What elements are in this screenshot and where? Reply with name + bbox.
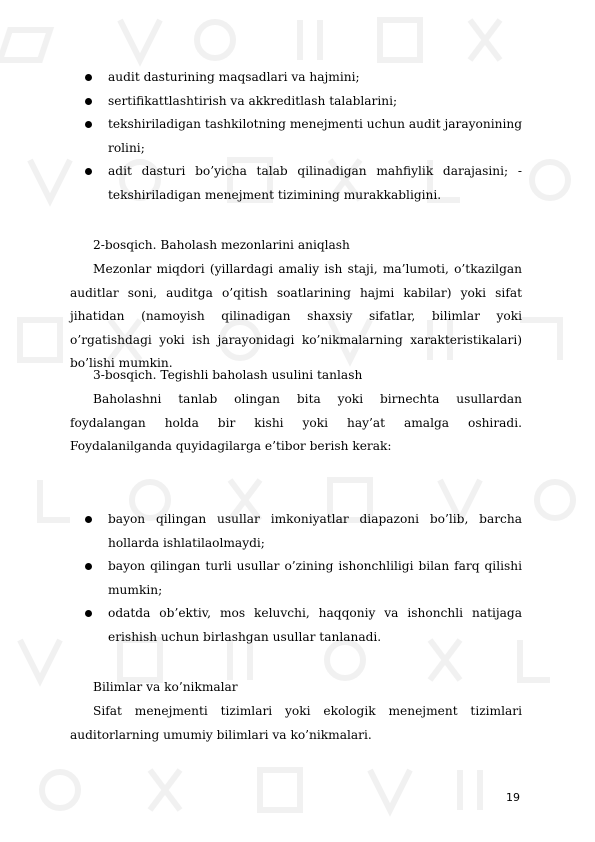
- bullet-list-bottom: [70, 508, 522, 649]
- list-item: sertifikattlashtirish va akkreditlash talablarini;: [70, 90, 522, 114]
- step3-paragraph: Baholashni tanlab olingan bita yoki birnechta usullardan foydalangan holda bir kishi yoki hay’at amalga oshiradi. Foydalanilganda quyidagilarga e’tibor berish kerak:: [70, 392, 522, 453]
- list-item: bayon qilingan turli usullar o’zining ishonchliligi bilan farq qilishi mumkin;: [70, 555, 522, 602]
- bullet-icon: [85, 168, 92, 175]
- step3-heading: 3-bosqich. Tegishli baholash usulini tanlash: [93, 368, 363, 382]
- step2-paragraph: Mezonlar miqdori (yillardagi amaliy ish staji, ma’lumoti, o’tkazilgan auditlar soni, auditga o’qitish soatlarining hajmi kabilar) yoki sifat jihatidan (namoyish qilinadigan shaxsiy sifatlar, bilimlar yoki o’rgatishdagi yoki ish jarayonidagi ko’nikmalarning xarakteristikalari) bo’lishi mumkin.: [70, 262, 522, 370]
- bullet-icon: [85, 563, 92, 570]
- bullet-icon: [85, 610, 92, 617]
- bullet-list-top: [70, 66, 522, 207]
- skills-paragraph: Sifat menejmenti tizimlari yoki ekologik menejment tizimlari auditorlarning umumiy bilimlari va ko’nikmalari.: [70, 704, 522, 742]
- list-item: audit dasturining maqsadlari va hajmini;: [70, 66, 522, 90]
- list-item: odatda ob’ektiv, mos keluvchi, haqqoniy va ishonchli natijaga erishish uchun birlashgan usullar tanlanadi.: [70, 602, 522, 649]
- bullet-icon: [85, 74, 92, 81]
- list-item: tekshiriladigan tashkilotning menejmenti uchun audit jarayonining rolini;: [70, 113, 522, 160]
- list-item: adit dasturi bo’yicha talab qilinadigan mahfiylik darajasini; - tekshiriladigan menejment tizimining murakkabligini.: [70, 160, 522, 207]
- page-number: 19: [506, 791, 520, 804]
- list-item: bayon qilingan usullar imkoniyatlar diapazoni bo’lib, barcha hollarda ishlatilaolmaydi;: [70, 508, 522, 555]
- bullet-icon: [85, 98, 92, 105]
- step2-heading: 2-bosqich. Baholash mezonlarini aniqlash: [93, 238, 350, 252]
- skills-heading: Bilimlar va ko’nikmalar: [93, 680, 238, 694]
- bullet-icon: [85, 516, 92, 523]
- bullet-icon: [85, 121, 92, 128]
